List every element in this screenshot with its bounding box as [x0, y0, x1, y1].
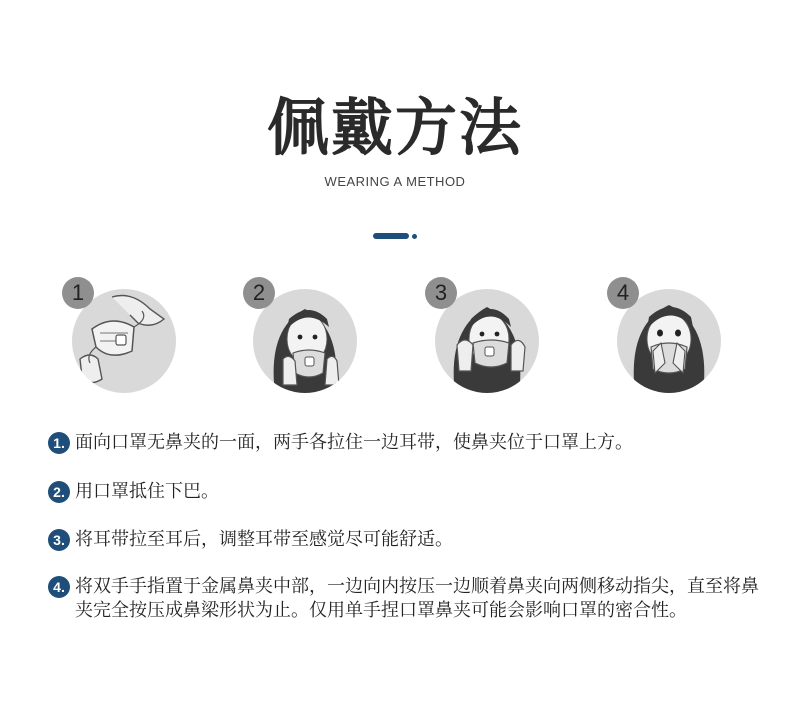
- instruction-number-badge: 2.: [48, 481, 70, 503]
- step-number: 3: [425, 277, 457, 309]
- instruction-text: 将耳带拉至耳后，调整耳带至感觉尽可能舒适。: [75, 529, 453, 550]
- instruction-number-badge: 3.: [48, 529, 70, 551]
- title-divider: [373, 233, 418, 239]
- step-1: [62, 277, 182, 397]
- instruction-number-badge: 1.: [48, 432, 70, 454]
- step-2: [243, 277, 363, 397]
- step-4: [607, 277, 727, 397]
- step-number: 2: [243, 277, 275, 309]
- page-title: 佩戴方法: [266, 91, 523, 164]
- step-3: [425, 277, 545, 397]
- divider-dot: [412, 234, 417, 239]
- step-number: 1: [62, 277, 94, 309]
- divider-bar: [373, 233, 409, 239]
- step-number: 4: [607, 277, 639, 309]
- instruction-text: 用口罩抵住下巴。: [75, 481, 219, 502]
- instruction-number-badge: 4.: [48, 576, 70, 598]
- instruction-text: 将双手手指置于金属鼻夹中部，一边向内按压一边顺着鼻夹向两侧移动指尖，直至将鼻夹完全按压成鼻梁形状为止。仅用单手捏口罩鼻夹可能会影响口罩的密合性。: [75, 576, 759, 621]
- instruction-text: 面向口罩无鼻夹的一面，两手各拉住一边耳带，使鼻夹位于口罩上方。: [75, 432, 633, 453]
- page-subtitle: WEARING A METHOD: [324, 174, 466, 189]
